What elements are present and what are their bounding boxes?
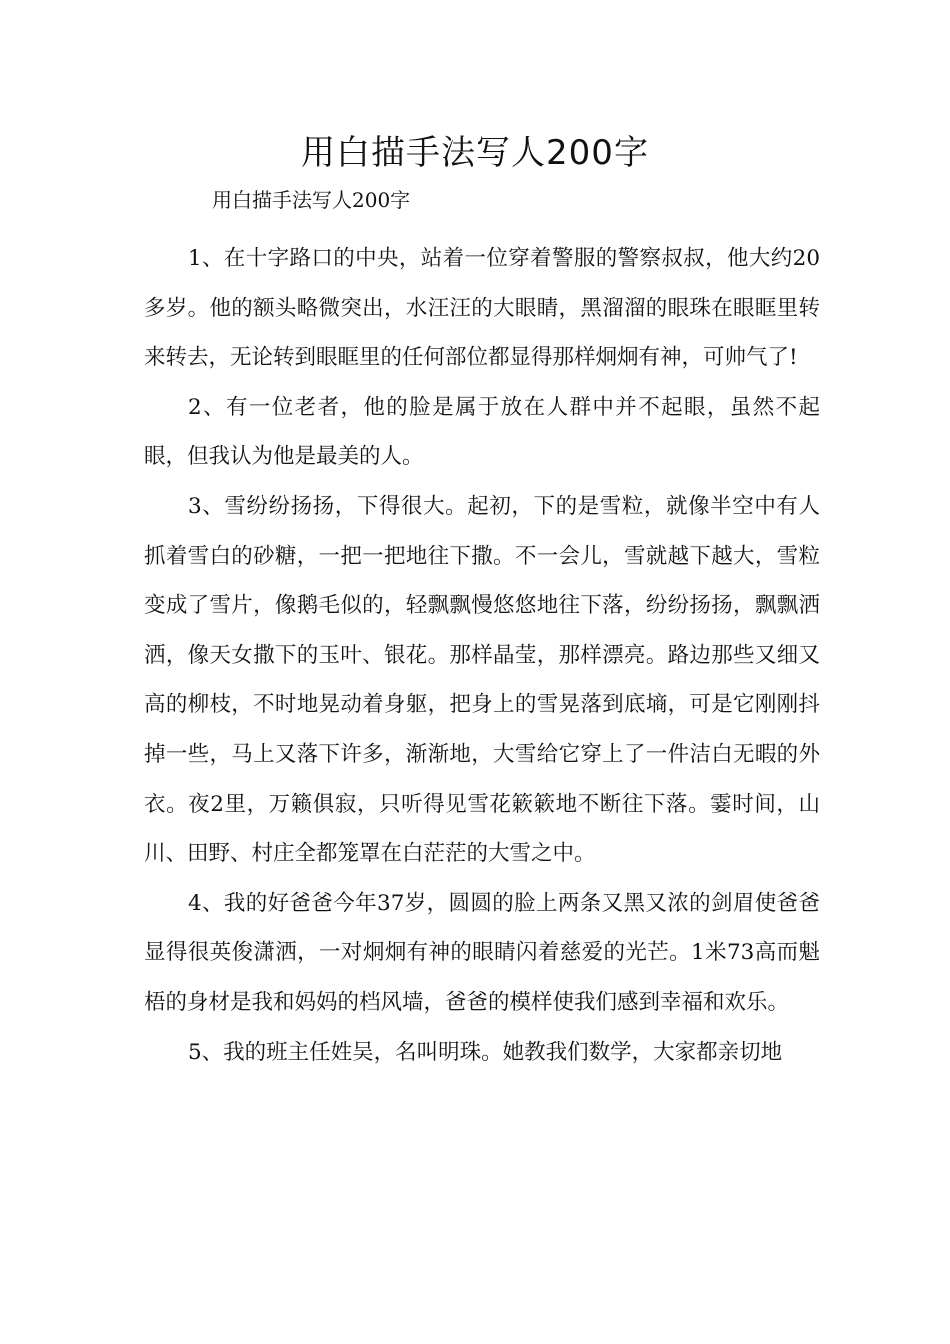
paragraph-3: 3、雪纷纷扬扬，下得很大。起初，下的是雪粒，就像半空中有人抓着雪白的砂糖，一把一把地往下撒。不一会儿，雪就越下越大，雪粒变成了雪片，像鹅毛似的，轻飘飘慢悠悠地往下落，纷纷扬扬，飘飘洒洒，像天女撒下的玉叶、银花。那样晶莹，那样漂亮。路边那些又细又高的柳枝，不时地晃动着身躯，把身上的雪晃落到底墒，可是它刚刚抖掉一些，马上又落下许多，渐渐地，大雪给它穿上了一件洁白无暇的外衣。夜2里，万籁俱寂，只听得见雪花簌簌地不断往下落。霎时间，山川、田野、村庄全都笼罩在白茫茫的大雪之中。 — [144, 493, 820, 867]
paragraph-2: 2、有一位老者，他的脸是属于放在人群中并不起眼，虽然不起眼，但我认为他是最美的人。 — [144, 394, 820, 470]
document-subtitle: 用白描手法写人200字 — [212, 188, 411, 212]
paragraph-4: 4、我的好爸爸今年37岁，圆圆的脸上两条又黑又浓的剑眉使爸爸显得很英俊潇洒，一对炯炯有神的眼睛闪着慈爱的光芒。1米73高而魁梧的身材是我和妈妈的档风墙，爸爸的模样使我们感到幸福和欢乐。 — [144, 890, 820, 1015]
paragraph-1: 1、在十字路口的中央，站着一位穿着警服的警察叔叔，他大约20多岁。他的额头略微突出，水汪汪的大眼睛，黑溜溜的眼珠在眼眶里转来转去，无论转到眼眶里的任何部位都显得那样炯炯有神，可帅气了! — [144, 246, 820, 371]
document-title: 用白描手法写人200字 — [301, 133, 649, 173]
document-body — [144, 234, 820, 1077]
paragraph-5: 5、我的班主任姓吴，名叫明珠。她教我们数学，大家都亲切地 — [188, 1039, 783, 1065]
